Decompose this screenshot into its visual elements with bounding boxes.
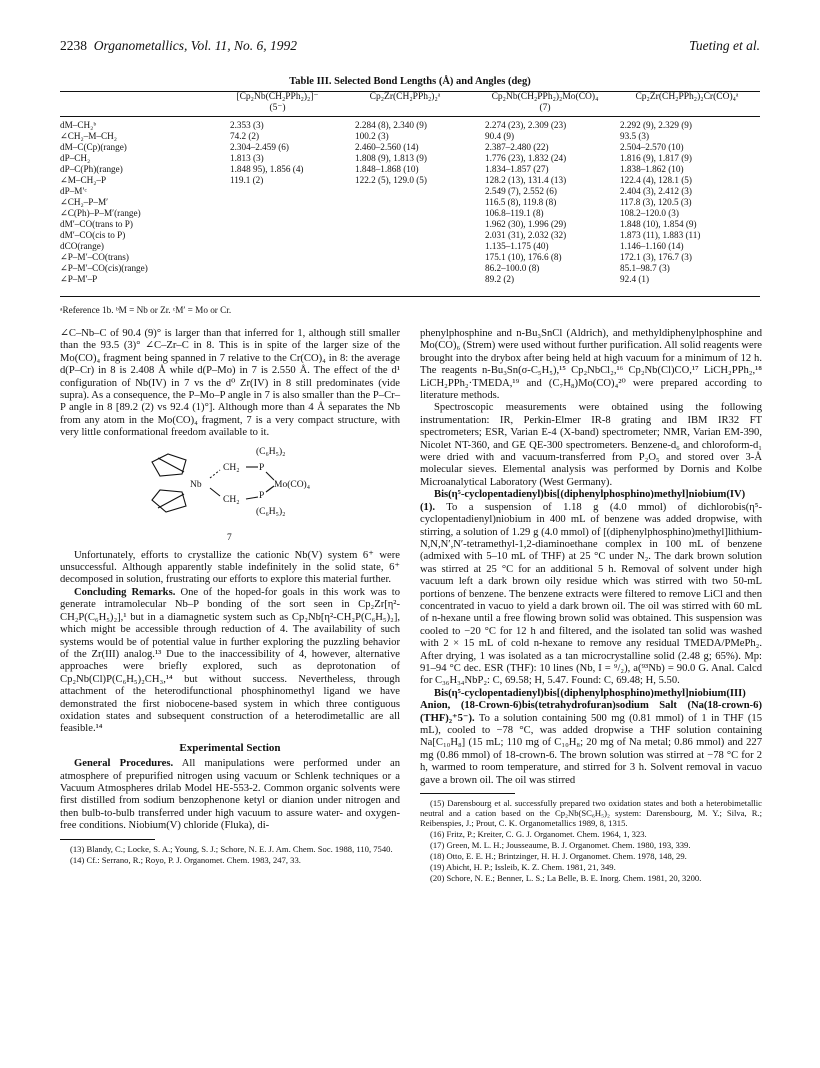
phenyl-label-top: (C₆H₅)₂: [256, 446, 286, 457]
running-head: [60, 38, 760, 56]
reference-item: (19) Abicht, H. P.; Issleib, K. Z. Chem. 1981, 21, 349.: [430, 862, 616, 873]
run-in-heading: Bis(η⁵-cyclopentadienyl)bis[(diphenylphosphino)methyl]niobium(IV) (1).: [420, 489, 746, 513]
structure-7-drawing: [60, 440, 400, 550]
paragraph-text: To a solution containing 500 mg (0.81 mmol) of 1 in THF (15 mL), cooled to −78 °C, was added dropwise a THF solution containing Na[C₁₀H₈] (15 mL; 110 mg of C₁₀H₈; 20 mg of Na metal; 0.86 mmol) and 227 mg (0.86 mmol) of 18-crown-6. The brown solution was stirred at −78 °C for 2 h, warmed to room temperature, and stirred for 3 h. Solvent removal in vacuo gave a brown oil. The oil was stirred: [420, 712, 762, 786]
reference-item: (16) Fritz, P.; Kreiter, C. G. J. Organomet. Chem. 1964, 1, 323.: [430, 829, 647, 840]
table-col-header-1-line2: (5⁻): [269, 103, 286, 113]
table-cell: 122.2 (5), 129.0 (5): [355, 175, 427, 185]
reference-item: (14) Cf.: Serrano, R.; Royo, P. J. Organomet. Chem. 1983, 247, 33.: [70, 854, 301, 865]
table-cell: 128.2 (13), 131.4 (13): [485, 175, 567, 185]
paragraph-text: To a suspension of 1.18 g (4.0 mmol) of dichlorobis(η⁵-cyclopentadienyl)niobium in 400 mL of benzene was added dropwise, with stirring, a solution of 1.29 g (4.0 mmol) of [(diphenylphosphino)methyl]lithium-N,N,N′,N′-tetramethyl-1,2-diaminoethane complex in 100 mL of benzene (admixed with 5–10 mL of THF) at 25 °C under N₂. The dark brown solution was stirred at 25 °C for an additional 5 h. Removal of solvent under high vacuum left a dark brown oily residue which was stirred with two 50-mL portions of benzene. The benzene extracts were filtered to remove LiCl and then concentrated in vacuo to yield a dark brown oil. The oil was stirred with 60 mL of n-hexane until a free flowing brown solid was obtained. This suspension was cooled to −20 °C for 12 h and filtered, and the isolated tan solid was washed with 2 × 15 mL of cold n-hexane to remove any residual TMEDA/PMePh₂. After drying, 1 was isolated as a tan microcrystalline solid (2.48 g; 65%). Mp: 91–94 °C dec. ESR (THF): 10 lines (Nb, I = ⁹/₂), a(⁹³Nb) = 90.0 G. Anal. Calcd for C₃₆H₃₄NbP₂: C, 69.58; H, 5.47. Found: C, 69.48; H, 5.50.: [420, 501, 762, 687]
table-cell: 1.813 (3): [230, 153, 264, 163]
table-row-label: dP–CH₂: [60, 153, 91, 163]
table-row: [60, 263, 760, 273]
table-cell: 1.135–1.175 (40): [485, 241, 549, 251]
table-caption: Table III. Selected Bond Lengths (Å) and Angles (deg): [289, 76, 531, 87]
reference-item: (18) Otto, E. E. H.; Brintzinger, H. H. J. Organomet. Chem. 1978, 148, 29.: [430, 851, 687, 862]
table-row-label: dM′–CO(cis to P): [60, 230, 126, 240]
right-column: [420, 328, 762, 884]
footnote-rule: [420, 793, 515, 794]
table-cell: 93.5 (3): [620, 131, 650, 141]
ch2-label-bottom: CH₂: [223, 494, 240, 505]
table-cell: 1.962 (30), 1.996 (29): [485, 219, 567, 229]
table-cell: 106.8–119.1 (8): [485, 208, 544, 218]
table-footnote: ᵃReference 1b. ᵇM = Nb or Zr. ᶜM′ = Mo or Cr.: [60, 305, 232, 315]
table-row: [60, 186, 760, 196]
table-row-label: ∠P–M′–CO(trans): [60, 252, 129, 262]
table-cell: 2.292 (9), 2.329 (9): [620, 120, 692, 130]
cp-ring-top-bond: [158, 458, 184, 472]
table-row: [60, 252, 760, 262]
table-cell: 119.1 (2): [230, 175, 264, 185]
table-col-header-2-line2: Cp₂Zr(CH₂PPh₂)₂ᵃ: [369, 92, 441, 102]
compound-number: 7: [227, 532, 232, 543]
paragraph: phenylphosphine and n-Bu₃SnCl (Aldrich), and methyldiphenylphosphine and Mo(CO)₆ (Strem) were used without further purification. All solid reagents were brought into the drybox after being held at high vacuum for a minimum of 12 h. The reagents n-Bu₃Sn(σ-C₅H₅),¹⁵ Cp₂NbCl₂,¹⁶ Cp₂Nb(Cl)CO,¹⁷ LiCH₂PPh₂,¹⁸ LiCH₂PPh₂·TMEDA,¹⁹ and (C₇H₈)Mo(CO)₄²⁰ were prepared according to literature methods.: [420, 328, 762, 402]
table-cell: 100.2 (3): [355, 131, 389, 141]
table-row-label: dM–C(Cp)(range): [60, 142, 127, 152]
table-row-label: ∠C(Ph)–P–M′(range): [60, 208, 141, 218]
p-mo-bond-bottom: [266, 486, 274, 492]
paragraph-text: One of the hoped-for goals in this work was to generate intramolecular Nb–P bonding of the sort seen in Cp₂Zr[η²-CH₂P(C₆H₅)₂],¹ but in a diamagnetic system such as Cp₂Nb[η²-CH₂P(C₆H₅)₂], which might be accessible through reduction of 4. The availability of such systems would be of potential value in further exploring the puzzling behavior of the Zr(III) analog.¹³ Due to the inaccessibility of 4, however, alternative approaches were briefly explored, such as deprotonation of Cp₂Nb(Cl)P(C₆H₅)₂CH₃,¹⁴ but without success. Nevertheless, through attachment of the heterodifunctional phosphinomethyl ligand we have demonstrated the first niobocene-based system in which three contiguous oxidation states and subsequent construction of a heterodimetallic are all feasible.¹⁴: [60, 586, 400, 735]
paragraph: Unfortunately, efforts to crystallize the cationic Nb(V) system 6⁺ were unsuccessful. Although apparently stable indefinitely in the solid state, 6⁺ decomposed in solution, frustrating our efforts to explore this material further.: [60, 549, 400, 586]
paragraph-general-procedures: [60, 758, 400, 832]
table-cell: 90.4 (9): [485, 131, 515, 141]
table-row: [60, 164, 760, 174]
table-row: [60, 120, 760, 130]
cp-ring-bottom: [152, 490, 186, 512]
reference-item: (17) Green, M. L. H.; Jousseaume, B. J. Organomet. Chem. 1980, 193, 339.: [430, 840, 691, 851]
table-row-label: dCO(range): [60, 241, 104, 251]
table-cell: 1.873 (11), 1.883 (11): [620, 230, 701, 240]
table-cell: 2.274 (23), 2.309 (23): [485, 120, 567, 130]
table-row: [60, 230, 760, 240]
table-row-label: dP–C(Ph)(range): [60, 164, 123, 174]
p-label-bottom: P: [259, 490, 265, 501]
p-mo-bond-top: [266, 472, 274, 480]
table-col-header-3: [470, 92, 620, 114]
table-cell: 1.834–1.857 (27): [485, 164, 549, 174]
table-cell: 2.549 (7), 2.552 (6): [485, 186, 557, 196]
table-row-label: ∠CH₂–P–M′: [60, 197, 109, 207]
table-row: [60, 142, 760, 152]
table-row: [60, 274, 760, 284]
paragraph-text: All manipulations were performed under an atmosphere of prepurified nitrogen using vacuum or Schlenk techniques or a Vacuum Atmospheres drilab Model HE-553-2. Common organic solvents were first distilled from sodium benzophenone ketyl or dianion under nitrogen and then bulb-to-bulb transferred under high vacuum to assure water- and oxygen-free conditions. Niobium(V) chloride (Fluka), di-: [60, 758, 401, 832]
cp-ring-top: [152, 454, 186, 476]
table-cell: 2.387–2.480 (22): [485, 142, 549, 152]
footnote-rule: [60, 839, 155, 840]
reference-list: [60, 844, 400, 865]
ch2-label-top: CH₂: [223, 462, 240, 473]
table-row-label: ∠M–CH₂–P: [60, 175, 107, 185]
page-number: 2238: [60, 38, 87, 53]
table-cell: 2.353 (3): [230, 120, 264, 130]
table-cell: 89.2 (2): [485, 274, 515, 284]
table-cell: 1.146–1.160 (14): [620, 241, 684, 251]
reference-item: (15) Darensbourg et al. successfully prepared two oxidation states and both a heterobimetallic neutral and a cation based on the Cp₂Nb(SC₆H₅)₂ system: Darensbourg, M. Y.; Silva, R.; Reibenspies, J.; Prout, C. K. Organometallics 1989, 8, 1315.: [420, 798, 762, 829]
paragraph-compound-5: [420, 688, 762, 787]
table-col-header-2: [340, 92, 470, 103]
paragraph-concluding-remarks: [60, 587, 400, 736]
table-col-header-4: [612, 92, 762, 103]
mo-co4-label: Mo(CO)₄: [274, 479, 311, 490]
table-cell: 2.404 (3), 2.412 (3): [620, 186, 692, 196]
table-cell: 2.504–2.570 (10): [620, 142, 684, 152]
table-cell: 2.460–2.560 (14): [355, 142, 419, 152]
table-cell: 108.2–120.0 (3): [620, 208, 679, 218]
table-cell: 92.4 (1): [620, 274, 650, 284]
table-row-label: ∠P–M′–CO(cis)(range): [60, 263, 148, 273]
table-cell: 74.2 (2): [230, 131, 260, 141]
table-cell: 2.284 (8), 2.340 (9): [355, 120, 427, 130]
reference-item: (13) Blandy, C.; Locke, S. A.; Young, S. J.; Schore, N. E. J. Am. Chem. Soc. 1988, 110, 7540.: [70, 843, 393, 854]
table-cell: 122.4 (4), 128.1 (5): [620, 175, 692, 185]
table-row: [60, 131, 760, 141]
running-head-authors: Tueting et al.: [689, 38, 760, 53]
table-col-header-3-line2: (7): [539, 103, 551, 113]
left-column: [60, 328, 400, 866]
table-col-header-4-line2: Cp₂Zr(CH₂PPh₂)₂Cr(CO)₄ᵃ: [635, 92, 739, 102]
table-row: [60, 241, 760, 251]
paragraph: Spectroscopic measurements were obtained using the following instrumentation: IR, Perkin-Elmer IR-8 grating and IBM IR32 FT spectrometers; ESR, Varian E-4 (X-band) spectrometer; NMR, Varian EM-390, Nicolet NT-360, and GE QE-300 spectrometers. Benzene-d₆ and chloroform-d₁ were dried with and vacuum-transferred from P₂O₅ and stored over 3-Å molecular sieves. Elemental analysis was performed by Dornis and Kolbe Microanalytical Laboratory (West Germany).: [420, 402, 762, 488]
ch2-p-bond-bottom: [246, 497, 258, 499]
table-cell: 1.838–1.862 (10): [620, 164, 684, 174]
table-row: [60, 208, 760, 218]
table-row-label: ∠P–M′–P: [60, 274, 98, 284]
table-cell: 1.808 (9), 1.813 (9): [355, 153, 427, 163]
journal-citation: Organometallics, Vol. 11, No. 6, 1992: [93, 38, 297, 53]
run-in-heading: Concluding Remarks.: [74, 586, 176, 598]
table-row: [60, 197, 760, 207]
table-cell: 1.848–1.868 (10): [355, 164, 419, 174]
table-cell: 1.816 (9), 1.817 (9): [620, 153, 692, 163]
table-cell: 1.848 95), 1.856 (4): [230, 164, 304, 174]
paragraph-compound-1: [420, 489, 762, 688]
table-bottom-rule: [60, 296, 760, 297]
running-head-left: [60, 38, 297, 54]
table-cell: 116.5 (8), 119.8 (8): [485, 197, 557, 207]
table-header-rule: [60, 116, 760, 117]
p-label-top: P: [259, 462, 265, 473]
table-row-label: dM–CH₂ᵇ: [60, 120, 97, 130]
table-col-header-3-line1: Cp₂Nb(CH₂PPh₂)₂Mo(CO)₄: [491, 92, 599, 102]
structure-7-figure: [60, 440, 400, 550]
table-row: [60, 175, 760, 185]
table-col-header-1-line1: [Cp₂Nb(CH₂PPh₂)₂]⁻: [236, 92, 319, 102]
table-cell: 85.1–98.7 (3): [620, 263, 670, 273]
table-cell: 1.776 (23), 1.832 (24): [485, 153, 567, 163]
table-row-label: ∠CH₂–M–CH₂: [60, 131, 117, 141]
table-cell: 2.304–2.459 (6): [230, 142, 289, 152]
table-cell: 172.1 (3), 176.7 (3): [620, 252, 692, 262]
table-cell: 86.2–100.0 (8): [485, 263, 540, 273]
phenyl-label-bottom: (C₆H₅)₂: [256, 506, 286, 517]
table-row: [60, 153, 760, 163]
table-cell: 2.031 (31), 2.032 (32): [485, 230, 567, 240]
nb-ch2-bond-bottom: [210, 488, 220, 496]
table-row: [60, 219, 760, 229]
reference-list: [420, 798, 762, 883]
table-col-header-1: [210, 92, 345, 114]
table-cell: 1.848 (10), 1.854 (9): [620, 219, 697, 229]
run-in-heading: General Procedures.: [74, 758, 174, 770]
run-in-heading: Bis(η⁵-cyclopentadienyl)bis[(diphenylphosphino)methyl]niobium(III) Anion, (18-Crown-6)bis(tetrahydrofuran)sodium Salt (Na(18-crown-6)(THF)₂⁺5⁻).: [420, 687, 762, 724]
table-cell: 117.8 (3), 120.5 (3): [620, 197, 692, 207]
table-row-label: dP–M′ᶜ: [60, 186, 87, 196]
nb-ch2-bond-top: [210, 470, 220, 478]
table-row-label: dM′–CO(trans to P): [60, 219, 133, 229]
paragraph: ∠C–Nb–C of 90.4 (9)° is larger than that inferred for 1, although still smaller than the 93.5 (3)° ∠C–Zr–C in 8. This is in spite of the larger size of the Mo(CO)₄ fragment being spanned in 7 relative to the Cr(CO)₄ in 8: the average d(P–Cr) in 8 is 2.408 Å while d(P–Mo) in 7 is 2.550 Å. The effect of the d¹ configuration of Nb(IV) in 7 vs the d⁰ Zr(IV) in 8 still predominates (vide supra). As a consequence, the P–Mo–P angle in 7 is also smaller than the P–Cr–P angle in 8 [89.2 (2) vs 92.4 (1)°]. Although more than 4 Å separates the Nb from any atom in the Mo(CO)₄ fragment, 7 is a very compact structure, with very little conformational freedom available to it.: [60, 328, 400, 439]
reference-item: (20) Schore, N. E.; Benner, L. S.; La Belle, B. E. Inorg. Chem. 1981, 20, 3200.: [430, 873, 702, 884]
nb-label: Nb: [190, 479, 202, 490]
section-heading: Experimental Section: [179, 741, 281, 754]
table-cell: 175.1 (10), 176.6 (8): [485, 252, 562, 262]
cp-ring-bottom-bond: [158, 494, 184, 508]
